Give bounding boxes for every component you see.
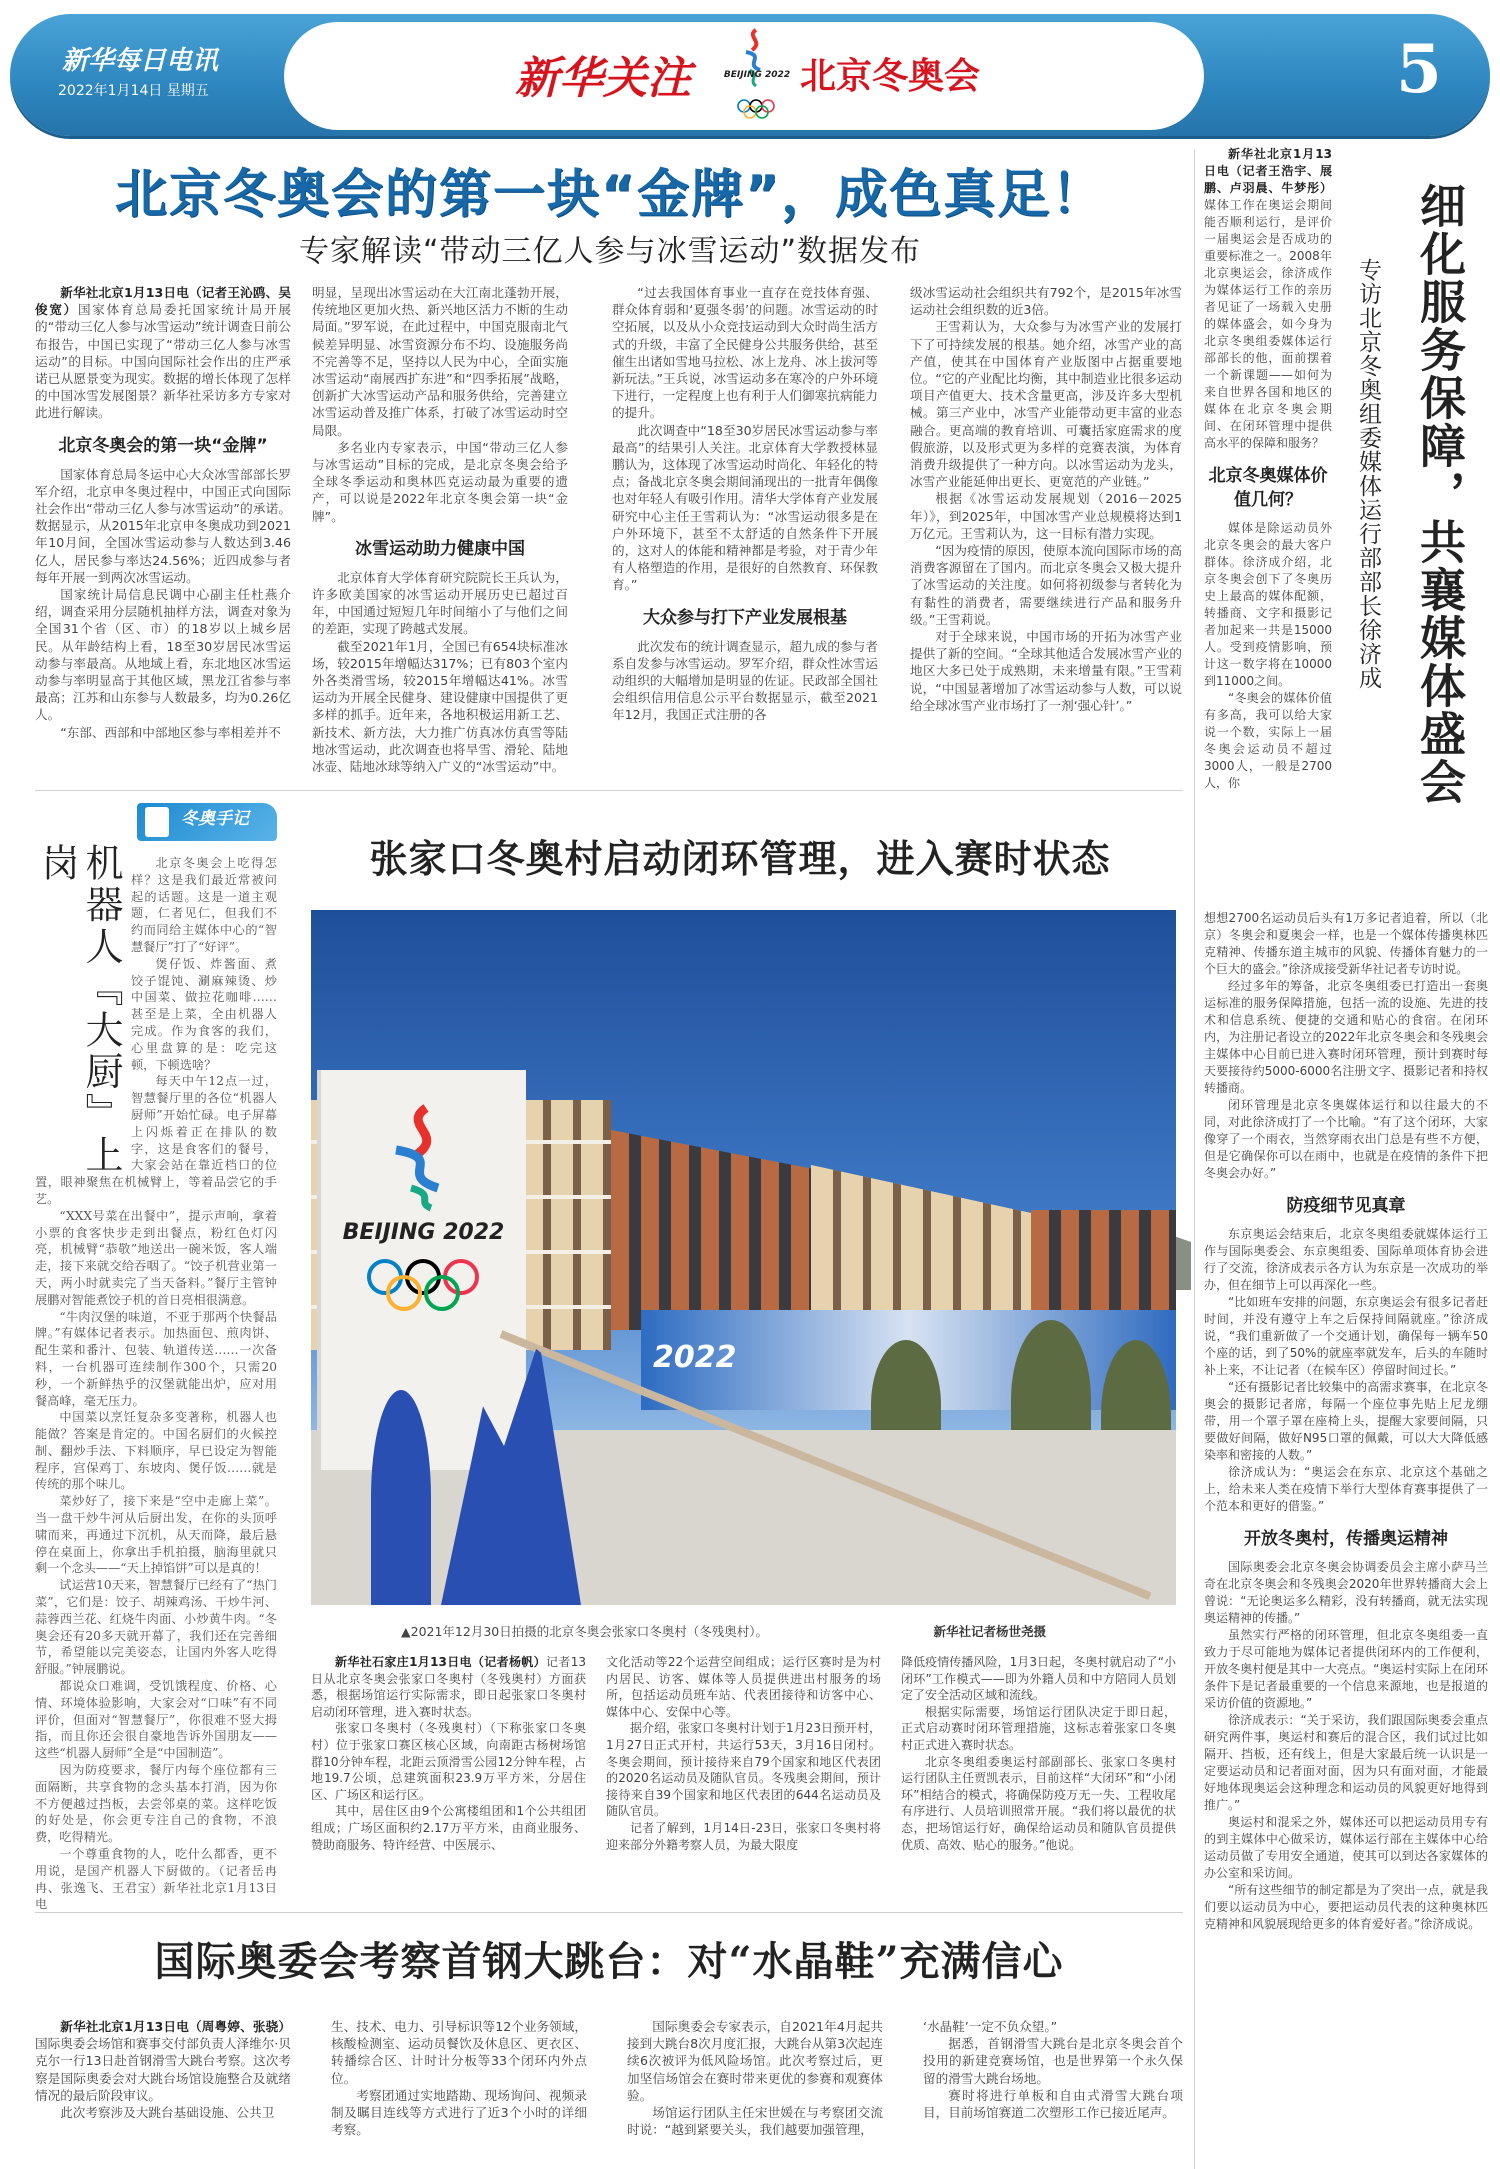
emblem-text: BEIJING 2022	[723, 70, 791, 80]
paragraph: 徐济成认为：“奥运会在东京、北京这个基础之上，给未来人类在疫情下举行大型体育赛事提供了一个范本和更好的借鉴。”	[1204, 1465, 1488, 1513]
paragraph: 截至2021年1月，全国已有654块标准冰场，较2015年增幅达317%；已有803个室内外各类滑雪场，较2015年增幅达41%。冰雪运动为开展全民健身、建设健康中国提供了更多样的抓手。近年来，各地积极运用新工艺、新技术、新方法，大力推广仿真冰仿真雪等陆地冰雪运动，此次调查也将旱雪、滑轮、陆地冰壶、陆地冰球等纳入广义的“冰雪运动”中。	[312, 638, 568, 775]
sign-text: BEIJING 2022	[342, 1220, 505, 1245]
paragraph: 都说众口难调，受饥饿程度、价格、心情、环境体验影响，大家会对“口味”有不同评价，但面对“智慧餐厅”，你很难不竖大拇指，而且你还会很自豪地告诉外国朋友——这些“机器人厨师”全是“中国制造”。	[35, 1679, 277, 1761]
lead-column-4	[910, 284, 1182, 784]
ski-jump-column-4	[923, 2018, 1183, 2169]
paragraph: 每天中午12点一过，智慧餐厅里的各位“机器人厨师”开始忙碌。电子屏幕上闪烁着正在排队的数字，这是食客们的餐号，大家会站在靠近档口的位置，眼神聚焦在机械臂上，等着品尝它的手艺。	[35, 1074, 277, 1206]
interview-subtitle: 专访北京冬奥组委媒体运行部部长徐济成	[1355, 258, 1381, 690]
interview-narrow-column	[1204, 146, 1332, 906]
paragraph: “比如班车安排的问题，东京奥运会有很多记者赶时间，并没有遵守上车之后保持间隔就座。”徐济成说，“我们重新做了一个交通计划，确保每一辆车50个座的话，到了50%的就座率就发车，后头的车随时补上来，不让记者（在候车区）停留时间过长。”	[1204, 1295, 1488, 1377]
paper-name: 新华每日电讯	[62, 46, 219, 76]
village-headline: 张家口冬奥村启动闭环管理，进入赛时状态	[369, 836, 1111, 881]
paragraph-text: 国家体育总局委托国家统计局开展的“带动三亿人参与冰雪运动”统计调查日前公布报告，中国已实现了“带动三亿人参与冰雪运动”的目标。中国向国际社会作出的庄严承诺已从愿景变为现实。数据的增长体现了怎样的中国冰雪发展图景？新华社采访多方专家对此进行解读。	[35, 302, 292, 421]
paragraph: ‘水晶鞋’一定不负众望。”	[923, 2019, 1058, 2034]
section-subheading: 防疫细节见真章	[1286, 1196, 1406, 1216]
village-column-3	[901, 1654, 1176, 1899]
paragraph: 根据《冰雪运动发展规划（2016－2025年）》，到2025年，中国冰雪产业总规模将达到1万亿元。王雪莉认为，这一目标有潜力实现。	[910, 491, 1182, 541]
brand-title: 新华关注	[515, 53, 691, 104]
paragraph: 想想2700名运动员后头有1万多记者追着，所以（北京）冬奥会和夏奥会一样，也是一个媒体传播奥林匹克精神、传播东道主城市的风貌、传播体育魅力的一个巨大的盛会。”徐济成接受新华社记者专访时说。	[1204, 911, 1488, 976]
paragraph: 煲仔饭、炸酱面、煮饺子馄饨、涮麻辣烫、炒中国菜、做拉花咖啡……甚至是上菜，全由机器人完成。作为食客的我们，心里盘算的是：吃完这顿，下顿选啥？	[131, 956, 277, 1072]
paragraph: 北京冬奥组委奥运村部副部长、张家口冬奥村运行团队主任贾凯表示，目前这样“大闭环”和“小闭环”相结合的模式，将确保防疫万无一失、工程收尾有序进行、人员培训照常开展。“我们将以最优的状态，把场馆运行好，确保给运动员和随队官员提供优质、高效、贴心的服务。”他说。	[901, 1754, 1176, 1852]
paragraph: 多名业内专家表示，中国“带动三亿人参与冰雪运动”目标的完成，是北京冬奥会给予全球冬季运动和奥林匹克运动最为重要的遗产，可以说是2022年北京冬奥会第一块“金牌”。	[312, 439, 568, 524]
paragraph: “过去我国体育事业一直存在竞技体育强、群众体育弱和‘夏强冬弱’的问题。冰雪运动的时空拓展，以及从小众竞技运动到大众时尚生活方式的升级，丰富了全民健身公共服务供给，甚至催生出诸如雪地马拉松、冰上龙舟、冰上拔河等新玩法。”王兵说，冰雪运动多在寒冷的户外环境下进行，一定程度上也有利于人们御寒抗病能力的提升。	[612, 285, 878, 421]
paragraph: “牛肉汉堡的味道，不亚于那两个快餐品牌。”有媒体记者表示。加热面包、煎肉饼、配生菜和番汁、包装、轨道传送……一次备料，一台机器可连续制作300个，只需20秒，一个新鲜热乎的汉堡就能出炉，应对用餐高峰，毫无压力。	[35, 1309, 277, 1408]
lead-column-3	[612, 284, 878, 784]
paragraph: 国际奥委会北京冬奥会协调委员会主席小萨马兰奇在北京冬奥会和冬残奥会2020年世界转播商大会上曾说：“无论奥运多么精彩，没有转播商，就无法实现奥运精神的传播。”	[1204, 1560, 1488, 1625]
paragraph: 王雪莉认为，大众参与为冰雪产业的发展打下了可持续发展的根基。她介绍，冰雪产业的高产值，使其在中国体育产业版图中占据重要地位。“它的产业配比均衡，其中制造业比很多运动项目产值更大、技术含量更高，涉及许多大型机械。第三产业中，冰雪产业能带动更丰富的业态融合。更高端的教育培训、可囊括家庭需求的度假旅游，以及形式更为多样的竞赛表演，为体育消费升级提供了一种方向。以冰雪运动为龙头，冰雪产业能延伸出更长、更宽范的产业链。”	[910, 319, 1182, 490]
photo-caption	[311, 1622, 1176, 1640]
paragraph: 生、技术、电力、引导标识等12个业务领域，核酸检测室、运动员餐饮及休息区、更衣区、转播综合区、计时计分板等33个闭环内外点位。	[331, 2019, 587, 2086]
paragraph: 北京冬奥会上吃得怎样？这是我们最近常被问起的话题。这是一道主观题，仁者见仁，但我们不约而同给主媒体中心的“智慧餐厅”打了“好评”。	[131, 856, 277, 954]
lead-column-1	[35, 284, 291, 784]
paragraph	[1204, 146, 1332, 452]
paragraph: 据悉，首钢滑雪大跳台是北京冬奥会首个投用的新建竞赛场馆，也是世界第一个永久保留的滑雪大跳台场地。	[923, 2036, 1183, 2086]
paragraph: 北京体育大学体育研究院院长王兵认为，许多欧美国家的冰雪运动开展历史已超过百年，中国通过短短几年时间缩小了与他们之间的差距，实现了跨越式发展。	[312, 569, 568, 637]
paragraph: 赛时将进行单板和自由式滑雪大跳台项目，目前场馆赛道二次塑形工作已接近尾声。	[923, 2087, 1183, 2121]
dateline: 新华社北京1月13日电（记者王浩宇、展鹏、卢羽晨、牛梦彤）	[1204, 147, 1332, 195]
section-subheading: 大众参与打下产业发展根基	[643, 607, 847, 628]
paragraph: 徐济成表示：“关于采访，我们跟国际奥委会重点研究两件事，奥运村和赛后的混合区，我们试过比如隔开、挡板，还有线上，但是大家最后统一认识是一定要运动员和记者面对面，因为只有面对面，才能最好地体现奥运会这种理念和运动员的风貌更好地得到推广。”	[1204, 1713, 1488, 1812]
paragraph: 据介绍，张家口冬奥村计划于1月23日预开村，1月27日正式开村，共运行53天，3月16日闭村。冬奥会期间，预计接待来自79个国家和地区代表团的2020名运动员及随队官员。冬残奥会期间，预计接待来自39个国家和地区代表团的644名运动员及随队官员。	[606, 1721, 881, 1819]
paragraph-text: 国际奥委会场馆和赛事交付部负责人泽维尔·贝克尔一行13日赴首钢滑雪大跳台考察。这次考察是国际奥委会对大跳台场馆设施整合及就绪情况的最后阶段审议。	[35, 2036, 291, 2103]
paragraph: 此次调查中“18至30岁居民冰雪运动参与率最高”的结果引人关注。北京体育大学教授林显鹏认为，这体现了冰雪运动时尚化、年轻化的特点；备战北京冬奥会期间涌现出的一批青年偶像也对年轻人有吸引作用。清华大学体育产业发展研究中心主任王雪莉认为：“冰雪运动很多是在户外环境下，甚至不太舒适的自然条件下开展的，这对人的体能和精神都是考验，对于青少年有人格塑造的作用，是很好的自然教育、环保教育。”	[612, 422, 878, 593]
paragraph: 媒体是除运动员外北京冬奥会的最大客户群体。徐济成介绍，北京冬奥会创下了冬奥历史上最高的媒体配额，转播商、文字和摄影记者加起来一共是15000人。受到疫情影响，预计这一数字将在10000到11000之间。	[1204, 521, 1332, 688]
robot-chef-column	[35, 803, 277, 1912]
paragraph: 试运营10天来，智慧餐厅已经有了“热门菜”，它们是：饺子、胡辣鸡汤、干炒牛河、蒜蓉西兰花、红烧牛肉面、小炒黄牛肉。“冬奥会还有20多天就开幕了，我们还在完善细节，希望能以完美姿态，让国内外客人吃得舒服。”钟展鹏说。	[35, 1578, 277, 1677]
paragraph: 一个尊重食物的人，吃什么都香，更不用说，是国产机器人下厨做的。（记者岳冉冉、张逸飞、王君宝）新华社北京1月13日电	[35, 1847, 277, 1912]
paragraph: 记者了解到，1月14日-23日，张家口冬奥村将迎来部分外籍考察人员，为最大限度	[606, 1820, 881, 1852]
dateline: 新华社石家庄1月13日电（记者杨帆）	[335, 1655, 547, 1669]
robot-column-title: 机器人『大厨』上岗	[35, 843, 123, 1173]
paragraph: 明显，呈现出冰雪运动在大江南北蓬勃开展，传统地区更加火热、新兴地区活力不断的生动局面。”罗军说，在此过程中，中国克服南北气候差异明显、冰雪资源分布不均、设施服务尚不完善等不足，坚持以人民为中心，全面实施冰雪运动“南展西扩东进”和“四季拓展”战略，创新扩大冰雪运动产品和服务供给，完善建立冰雪运动普及推广体系，打破了冰雪运动时空局限。	[312, 285, 568, 438]
paragraph: 国家统计局信息民调中心副主任杜燕介绍，调查采用分层随机抽样方法，调查对象为全国31个省（区、市）的18岁以上城乡居民。从年龄结构上看，18至30岁居民冰雪运动参与率最高。从地域上看，东北地区冰雪运动参与率明显高于其他区域，黑龙江省参与率最高；江苏和山东参与人数最多，均为0.26亿人。	[35, 587, 291, 723]
paragraph: “冬奥会的媒体价值有多高，我可以给大家说一个数，实际上一届冬奥会运动员不超过3000人，一般是2700人，你	[1204, 691, 1332, 790]
issue-date: 2022年1月14日 星期五	[58, 83, 209, 99]
paragraph: “东部、西部和中部地区参与率相差并不	[60, 724, 281, 740]
paragraph: “XXX号菜在出餐中”，提示声响，拿着小票的食客快步走到出餐点，粉红色灯闪亮，机械臂“恭敬”地送出一碗米饭，客人端走，接下来就交给吞咽了。“饺子机营业第一天，两小时就卖完了当天备料。”餐厅主管钟展鹏对智能煮饺子机的首日亮相很满意。	[35, 1208, 277, 1307]
village-column-1	[311, 1654, 586, 1899]
apartment-building-right	[1031, 1210, 1176, 1320]
paragraph: 考察团通过实地踏勘、现场询问、视频录制及瞩目连线等方式进行了近3个小时的详细考察。	[331, 2087, 587, 2138]
paragraph: 东京奥运会结束后，北京冬奥组委就媒体运行工作与国际奥委会、东京奥组委、国际单项体育协会进行了交流，徐济成表示各方认为东京是一次成功的举办，但在细节上可以再深化一些。	[1204, 1227, 1488, 1292]
paragraph	[35, 284, 291, 422]
interview-title: 细化服务保障，共襄媒体盛会	[1413, 182, 1467, 806]
olympic-rings-icon	[363, 1255, 483, 1315]
paragraph: 中国菜以烹饪复杂多变著称，机器人也能做？答案是肯定的。中国名厨们的火候控制、翻炒手法、下料顺序，早已设定为智能程序，宫保鸡丁、东坡肉、煲仔饭……就是传统的那个味儿。	[35, 1410, 277, 1492]
page-number: 5	[1396, 30, 1442, 108]
beijing-2022-emblem-icon	[376, 1100, 471, 1210]
dateline: 新华社北京1月13日电（记者王沁鸥、吴俊宽）	[35, 285, 291, 318]
paragraph: 国家体育总局冬运中心大众冰雪部部长罗军介绍，北京申冬奥过程中，中国正式向国际社会作出“带动三亿人参与冰雪运动”的承诺。数据显示，从2015年北京申冬奥成功到2021年10月间，全国冰雪运动参与人数达到3.46亿人，居民参与率达24.56%；近四成参与者每年开展一到两次冰雪运动。	[35, 466, 291, 585]
interview-wide-column	[1204, 910, 1488, 2169]
section-subheading: 北京冬奥会的第一块“金牌”	[58, 435, 268, 456]
lead-headline: 北京冬奥会的第一块“金牌”，成色真足！	[114, 165, 1106, 225]
paragraph: 场馆运行团队主任宋世媛在与考察团交流时说：“越到紧要关头，我们越要加强管理，	[627, 2105, 883, 2138]
village-photo	[311, 910, 1176, 1605]
paragraph: 虽然实行严格的闭环管理，但北京冬奥组委一直致力于尽可能地为媒体记者提供闭环内的工作便利，开放冬奥村便是其中一大亮点。“奥运村实际上在闭环条件下是记者最重要的一个信息来源地，也是报道的采访价值的资源地。”	[1204, 1628, 1488, 1710]
section-divider	[35, 790, 1183, 791]
section-divider	[35, 1912, 1183, 1913]
paragraph: 此次发布的统计调查显示，超九成的参与者系自发参与冰雪运动。罗军介绍，群众性冰雪运动组织的大幅增加是明显的佐证。民政部全国社会组织信用信息公示平台数据显示，截至2021年12月，我国正式注册的各	[612, 638, 878, 723]
paragraph: 对于全球来说，中国市场的开拓为冰雪产业提供了新的空间。“全球其他适合发展冰雪产业的地区大多已处于成熟期，未来增量有限。”王雪莉说，“中国显著增加了冰雪运动参与人数，可以说给全球冰雪产业市场打了一剂‘强心针’。”	[910, 629, 1182, 713]
banner-wall-text: 2022	[653, 1340, 737, 1375]
paragraph: 菜炒好了，接下来是“空中走廊上菜”。当一盘干炒牛河从后厨出发，在你的头顶呼啸而来，再通过下沉机，从天而降，最后悬停在桌面上，你拿出手机拍摄，脑海里就只剩一个念头——“天上掉馅饼”可以是真的！	[35, 1494, 277, 1576]
paragraph	[35, 2018, 291, 2104]
paragraph: 其中，居住区由9个公寓楼组团和1个公共组团组成；广场区面积约2.17万平方米，由商业服务、赞助商服务、特许经营、中医展示、	[311, 1804, 586, 1852]
photo-credit: 新华社记者杨世尧摄	[933, 1624, 1046, 1639]
village-column-2	[606, 1654, 881, 1899]
paragraph: “因为疫情的原因，使原本流向国际市场的高消费客源留在了国内。而北京冬奥会又极大提升了冰雪运动的关注度。如何将初级参与者转化为有黏性的消费者，需要继续进行产品和服务升级。”王雪莉说。	[910, 543, 1182, 627]
logo-label: 冬奥手记	[181, 809, 249, 829]
dateline: 新华社北京1月13日电（周粤婷、张骁）	[60, 2019, 291, 2034]
ski-jump-headline: 国际奥委会考察首钢大跳台：对“水晶鞋”充满信心	[154, 1938, 1064, 1985]
paragraph: “还有摄影记者比较集中的高需求赛事，在北京冬奥会的摄影记者席，每隔一个座位事先贴上尼龙绷带，用一个罩子罩在座椅上头，提醒大家要间隔，只要做好间隔，做好N95口罩的佩戴，可以大大降低感染率和密接的人数。”	[1204, 1380, 1488, 1462]
paragraph: 国际奥委会专家表示，自2021年4月起共接到大跳台8次月度汇报，大跳台从第3次起连续6次被评为低风险场馆。此次考察过后，更加坚信场馆会在赛时带来更优的参赛和观赛体验。	[627, 2019, 883, 2103]
paragraph: 降低疫情传播风险，1月3日起，冬奥村就启动了“小闭环”工作模式——即为外籍人员和中方陪同人员划定了安全活动区域和流线。	[901, 1655, 1176, 1703]
emblem-icon	[145, 807, 169, 837]
paragraph: 因为防疫要求，餐厅内每个座位都有三面隔断，共享食物的念头基本打消，因为你不方便越过挡板，去尝邻桌的菜。这样吃饭的好处是，你会更专注自己的食物，不浪费，吃得精光。	[35, 1763, 277, 1845]
section-subheading: 北京冬奥媒体价值几何？	[1208, 466, 1328, 510]
paragraph: 根据实际需要，场馆运行团队决定于即日起，正式启动赛时闭环管理措施，这标志着张家口冬奥村正式进入赛时状态。	[901, 1704, 1176, 1752]
paragraph: 张家口冬奥村（冬残奥村）（下称张家口冬奥村）位于张家口赛区核心区域，向南距古杨树场馆群10分钟车程，北距云顶滑雪公园12分钟车程，占地19.7公顷，总建筑面积23.9万平方米，分居住区、广场区和运行区。	[311, 1721, 586, 1802]
emblem-sign-wall	[321, 1070, 526, 1470]
paragraph: 级冰雪运动社会组织共有792个，是2015年冰雪运动社会组织数的近3倍。	[910, 285, 1182, 318]
ski-jump-column-2	[331, 2018, 587, 2169]
caption-text: ▲2021年12月30日拍摄的北京冬奥会张家口冬奥村（冬残奥村）。	[401, 1624, 768, 1639]
paragraph-text: 记者13日从北京冬奥会张家口冬奥村（冬残奥村）方面获悉，根据场馆运行实际需求，即日起张家口冬奥村启动闭环管理，进入赛时状态。	[311, 1655, 586, 1719]
section-subheading: 冰雪运动助力健康中国	[355, 538, 525, 559]
lead-column-2	[312, 284, 568, 784]
apartment-building	[811, 1165, 1031, 1325]
paragraph: “所有这些细节的制定都是为了突出一点，就是我们要以运动员为中心，要把运动员代表的这种奥林匹克精神和风貌展现给更多的体育爱好者。”徐济成说。	[1204, 1883, 1488, 1931]
paragraph: 奥运村和混采之外，媒体还可以把运动员用专有的到主媒体中心做采访，媒体运行部在主媒体中心给运动员做了专用安全通道，使其可以到达各家媒体的办公室和采访间。	[1204, 1815, 1488, 1880]
section-subheading: 开放冬奥村，传播奥运精神	[1244, 1529, 1448, 1549]
paragraph: 文化活动等22个运营空间组成；运行区赛时是为村内居民、访客、媒体等人员提供进出村服务的场所，包括运动员班车站、代表团接待和访客中心、媒体中心、安保中心等。	[606, 1655, 881, 1719]
ski-jump-column-3	[627, 2018, 883, 2169]
blue-wave-sculpture	[371, 1390, 431, 1605]
winter-olympics-notes-logo	[137, 803, 277, 841]
column-divider	[1194, 150, 1195, 2169]
lead-subheadline: 专家解读“带动三亿人参与冰雪运动”数据发布	[298, 234, 922, 269]
paragraph-text: 媒体工作在奥运会期间能否顺利运行，是评价一届奥运会是否成功的重要标准之一。2008年北京奥运会，徐济成作为媒体运行工作的亲历者见证了一场载入史册的媒体盛会，如今身为北京冬奥组委媒体运行部部长的他，面前摆着一个新课题——如何为来自世界各国和地区的媒体在北京冬奥会期间、在闭环管理中提供高水平的保障和服务？	[1204, 198, 1332, 450]
section-title: 北京冬奥会	[800, 56, 981, 97]
paragraph: 闭环管理是北京冬奥媒体运行和以往最大的不同，对此徐济成打了一个比喻。“有了这个闭环，大家像穿了一个雨衣，当然穿雨衣出门总是有些不方便，但是它确保你可以在雨中，也就是在疫情的条件下把冬奥会办好。”	[1204, 1098, 1488, 1180]
ski-jump-column-1	[35, 2018, 291, 2169]
paragraph	[311, 1654, 586, 1720]
paragraph: 经过多年的筹备，北京冬奥组委已打造出一套奥运标准的服务保障措施，包括一流的设施、先进的技术和信息系统、便捷的交通和贴心的食宿。在闭环内，为注册记者设立的2022年北京冬奥会和冬残奥会主媒体中心目前已进入赛时闭环管理，预计到赛时每天要接待约5000-6000名注册文字、摄影记者和持权转播商。	[1204, 979, 1488, 1095]
paragraph: 此次考察涉及大跳台基础设施、公共卫	[60, 2105, 275, 2121]
